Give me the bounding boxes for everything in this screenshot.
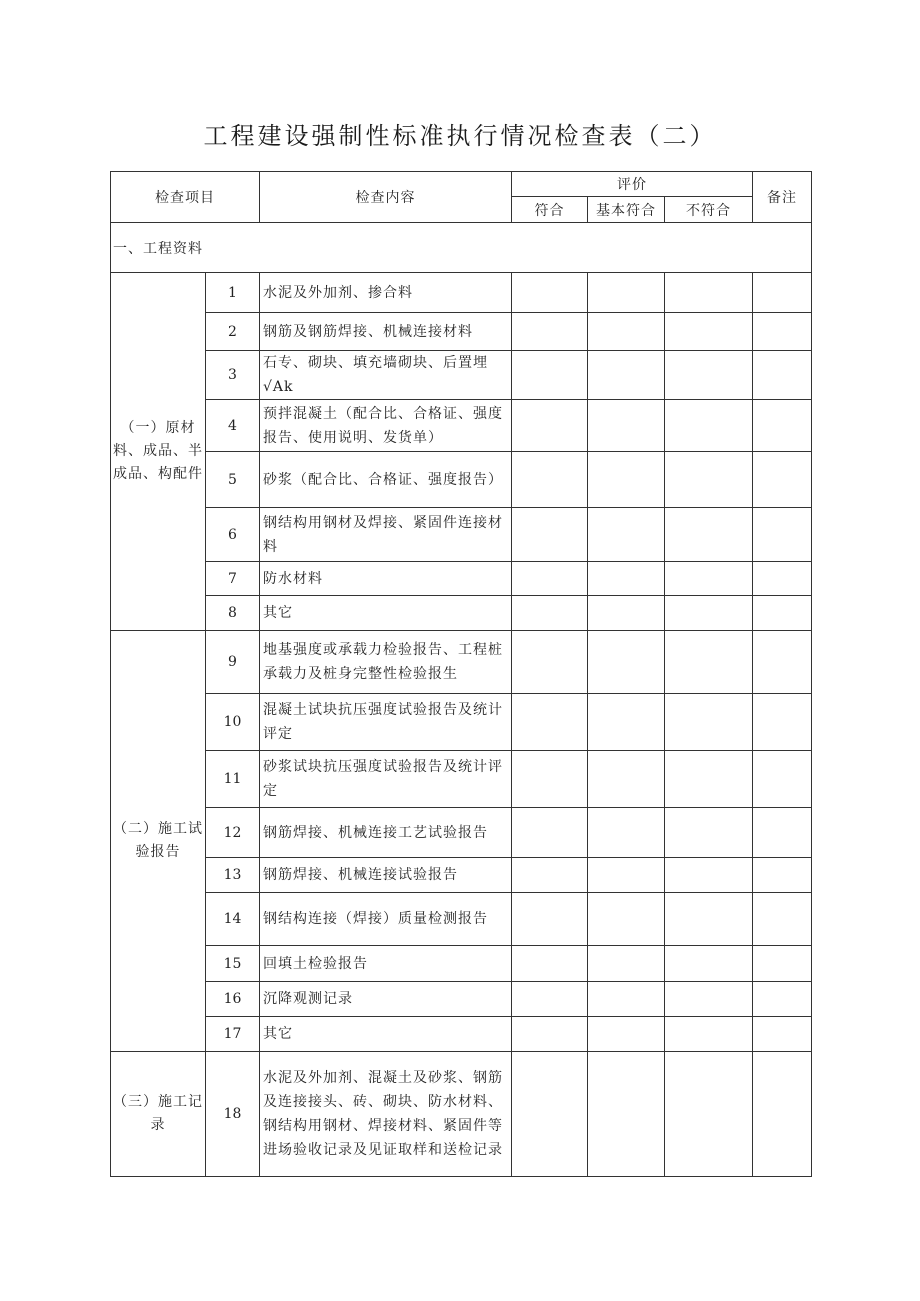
pass-cell[interactable]	[512, 351, 588, 400]
row-content: 沉降观测记录	[260, 982, 512, 1017]
row-content: 回填土检验报告	[260, 946, 512, 982]
fail-cell[interactable]	[665, 596, 753, 631]
pass-cell[interactable]	[512, 273, 588, 313]
row-content: 钢筋焊接、机械连接试验报告	[260, 858, 512, 893]
pass-cell[interactable]	[512, 858, 588, 893]
row-number: 14	[206, 893, 260, 946]
row-number: 8	[206, 596, 260, 631]
row-content: 混凝土试块抗压强度试验报告及统计评定	[260, 694, 512, 751]
row-number: 13	[206, 858, 260, 893]
remark-cell[interactable]	[753, 946, 812, 982]
row-content: 砂浆（配合比、合格证、强度报告）	[260, 452, 512, 508]
header-pass: 符合	[512, 197, 588, 223]
fail-cell[interactable]	[665, 893, 753, 946]
row-content: 水泥及外加剂、掺合料	[260, 273, 512, 313]
group-test-reports: （二）施工试验报告	[111, 631, 206, 1052]
fail-cell[interactable]	[665, 858, 753, 893]
basic-pass-cell[interactable]	[588, 1052, 665, 1177]
pass-cell[interactable]	[512, 313, 588, 351]
row-number: 6	[206, 508, 260, 562]
basic-pass-cell[interactable]	[588, 858, 665, 893]
basic-pass-cell[interactable]	[588, 751, 665, 808]
row-number: 2	[206, 313, 260, 351]
fail-cell[interactable]	[665, 1052, 753, 1177]
row-number: 16	[206, 982, 260, 1017]
pass-cell[interactable]	[512, 808, 588, 858]
row-number: 9	[206, 631, 260, 694]
fail-cell[interactable]	[665, 452, 753, 508]
row-number: 1	[206, 273, 260, 313]
pass-cell[interactable]	[512, 400, 588, 452]
remark-cell[interactable]	[753, 313, 812, 351]
row-content: 砂浆试块抗压强度试验报告及统计评定	[260, 751, 512, 808]
fail-cell[interactable]	[665, 694, 753, 751]
pass-cell[interactable]	[512, 751, 588, 808]
remark-cell[interactable]	[753, 893, 812, 946]
row-content: 钢结构连接（焊接）质量检测报告	[260, 893, 512, 946]
row-content: 地基强度或承载力检验报告、工程桩承载力及桩身完整性检验报生	[260, 631, 512, 694]
pass-cell[interactable]	[512, 508, 588, 562]
row-number: 18	[206, 1052, 260, 1177]
fail-cell[interactable]	[665, 946, 753, 982]
fail-cell[interactable]	[665, 562, 753, 596]
row-content: 预拌混凝土（配合比、合格证、强度报告、使用说明、发货单）	[260, 400, 512, 452]
remark-cell[interactable]	[753, 858, 812, 893]
remark-cell[interactable]	[753, 452, 812, 508]
pass-cell[interactable]	[512, 631, 588, 694]
basic-pass-cell[interactable]	[588, 1017, 665, 1052]
fail-cell[interactable]	[665, 808, 753, 858]
basic-pass-cell[interactable]	[588, 694, 665, 751]
row-number: 11	[206, 751, 260, 808]
remark-cell[interactable]	[753, 508, 812, 562]
pass-cell[interactable]	[512, 893, 588, 946]
remark-cell[interactable]	[753, 400, 812, 452]
fail-cell[interactable]	[665, 313, 753, 351]
remark-cell[interactable]	[753, 982, 812, 1017]
basic-pass-cell[interactable]	[588, 631, 665, 694]
row-content: 钢结构用钢材及焊接、紧固件连接材料	[260, 508, 512, 562]
remark-cell[interactable]	[753, 1052, 812, 1177]
header-basic-pass: 基本符合	[588, 197, 665, 223]
row-number: 7	[206, 562, 260, 596]
basic-pass-cell[interactable]	[588, 982, 665, 1017]
basic-pass-cell[interactable]	[588, 946, 665, 982]
basic-pass-cell[interactable]	[588, 452, 665, 508]
basic-pass-cell[interactable]	[588, 313, 665, 351]
row-number: 10	[206, 694, 260, 751]
fail-cell[interactable]	[665, 751, 753, 808]
remark-cell[interactable]	[753, 694, 812, 751]
basic-pass-cell[interactable]	[588, 596, 665, 631]
header-fail: 不符合	[665, 197, 753, 223]
row-number: 3	[206, 351, 260, 400]
pass-cell[interactable]	[512, 452, 588, 508]
pass-cell[interactable]	[512, 596, 588, 631]
fail-cell[interactable]	[665, 631, 753, 694]
pass-cell[interactable]	[512, 1052, 588, 1177]
group-construction-records: （三）施工记录	[111, 1052, 206, 1177]
basic-pass-cell[interactable]	[588, 808, 665, 858]
fail-cell[interactable]	[665, 982, 753, 1017]
basic-pass-cell[interactable]	[588, 273, 665, 313]
group-raw-materials: （一）原材料、成品、半成品、构配件	[111, 273, 206, 631]
row-content: 钢筋焊接、机械连接工艺试验报告	[260, 808, 512, 858]
pass-cell[interactable]	[512, 694, 588, 751]
remark-cell[interactable]	[753, 596, 812, 631]
pass-cell[interactable]	[512, 946, 588, 982]
row-content: 钢筋及钢筋焊接、机械连接材料	[260, 313, 512, 351]
header-content: 检查内容	[260, 172, 512, 223]
basic-pass-cell[interactable]	[588, 400, 665, 452]
pass-cell[interactable]	[512, 562, 588, 596]
row-number: 5	[206, 452, 260, 508]
remark-cell[interactable]	[753, 1017, 812, 1052]
fail-cell[interactable]	[665, 351, 753, 400]
remark-cell[interactable]	[753, 808, 812, 858]
fail-cell[interactable]	[665, 1017, 753, 1052]
remark-cell[interactable]	[753, 562, 812, 596]
page-title: 工程建设强制性标准执行情况检查表（二）	[203, 122, 717, 150]
fail-cell[interactable]	[665, 400, 753, 452]
row-content: 水泥及外加剂、混凝土及砂浆、钢筋及连接接头、砖、砌块、防水材料、钢结构用钢材、焊接材料、紧固件等进场验收记录及见证取样和送检记录	[260, 1052, 512, 1177]
inspection-table	[110, 171, 812, 1177]
remark-cell[interactable]	[753, 351, 812, 400]
remark-cell[interactable]	[753, 273, 812, 313]
pass-cell[interactable]	[512, 1017, 588, 1052]
row-content: 防水材料	[260, 562, 512, 596]
basic-pass-cell[interactable]	[588, 893, 665, 946]
header-remark: 备注	[753, 172, 812, 223]
basic-pass-cell[interactable]	[588, 351, 665, 400]
fail-cell[interactable]	[665, 508, 753, 562]
section-title: 一、工程资料	[111, 223, 812, 273]
row-number: 4	[206, 400, 260, 452]
remark-cell[interactable]	[753, 631, 812, 694]
row-number: 12	[206, 808, 260, 858]
row-number: 17	[206, 1017, 260, 1052]
row-content: 其它	[260, 1017, 512, 1052]
row-content: 其它	[260, 596, 512, 631]
pass-cell[interactable]	[512, 982, 588, 1017]
fail-cell[interactable]	[665, 273, 753, 313]
header-item: 检查项目	[111, 172, 260, 223]
row-content: 石专、砌块、填充墙砌块、后置埋√Ak	[260, 351, 512, 400]
remark-cell[interactable]	[753, 751, 812, 808]
header-evaluation: 评价	[512, 172, 753, 197]
row-number: 15	[206, 946, 260, 982]
basic-pass-cell[interactable]	[588, 508, 665, 562]
basic-pass-cell[interactable]	[588, 562, 665, 596]
